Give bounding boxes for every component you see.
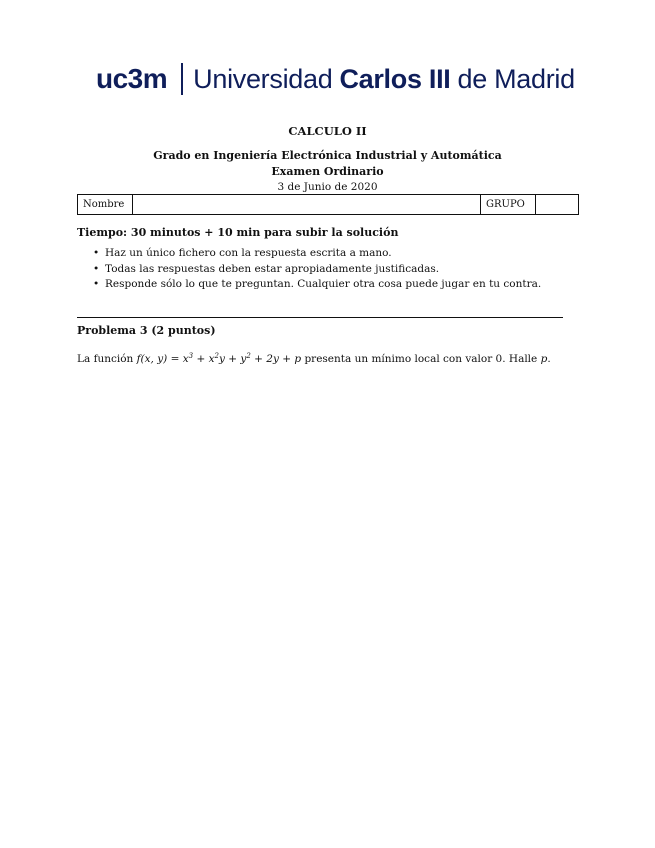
variable-p: p [540, 353, 548, 365]
instructions-list [77, 246, 541, 293]
group-field[interactable] [536, 195, 578, 214]
name-field[interactable] [133, 195, 481, 214]
logo-mark: uc3m [96, 63, 168, 94]
problem-statement [77, 353, 551, 365]
instruction-text: Todas las respuestas deben estar apropiadamente justificadas. [105, 262, 440, 275]
name-label: Nombre [78, 195, 133, 214]
instruction-text: Haz un único fichero con la respuesta escrita a mano. [105, 247, 392, 259]
degree-title: Grado en Ingeniería Electrónica Industrial y Automática [153, 149, 502, 162]
bullet-icon: • [93, 278, 100, 290]
course-title: CALCULO II [288, 124, 367, 138]
bullet-icon: • [93, 247, 100, 259]
section-divider [77, 317, 563, 318]
logo-divider [181, 63, 183, 95]
list-item [77, 246, 541, 262]
list-item [77, 262, 541, 278]
logo-city: de Madrid [457, 63, 575, 94]
statement-intro: La función [77, 353, 134, 365]
problem-heading: Problema 3 (2 puntos) [77, 324, 216, 337]
student-id-table [77, 194, 579, 215]
formula: f(x, $y) = x^3 + x^2y + y^2 + 2y + p$ [136, 352, 302, 365]
exam-date: 3 de Junio de 2020 [277, 181, 378, 193]
time-limit: Tiempo: 30 minutos + 10 min para subir la solución [77, 226, 399, 239]
university-logo [96, 62, 575, 96]
list-item [77, 277, 541, 293]
exam-title: Examen Ordinario [271, 165, 384, 178]
group-label: GRUPO [481, 195, 536, 214]
statement-outro: presenta un mínimo local con valor 0. Halle [304, 353, 538, 365]
bullet-icon: • [93, 262, 100, 275]
instruction-text: Responde sólo lo que te preguntan. Cualquier otra cosa puede jugar en tu contra. [105, 278, 542, 290]
logo-university: Universidad [193, 63, 333, 94]
statement-period: . [547, 353, 551, 365]
logo-name: Carlos III [339, 63, 451, 94]
